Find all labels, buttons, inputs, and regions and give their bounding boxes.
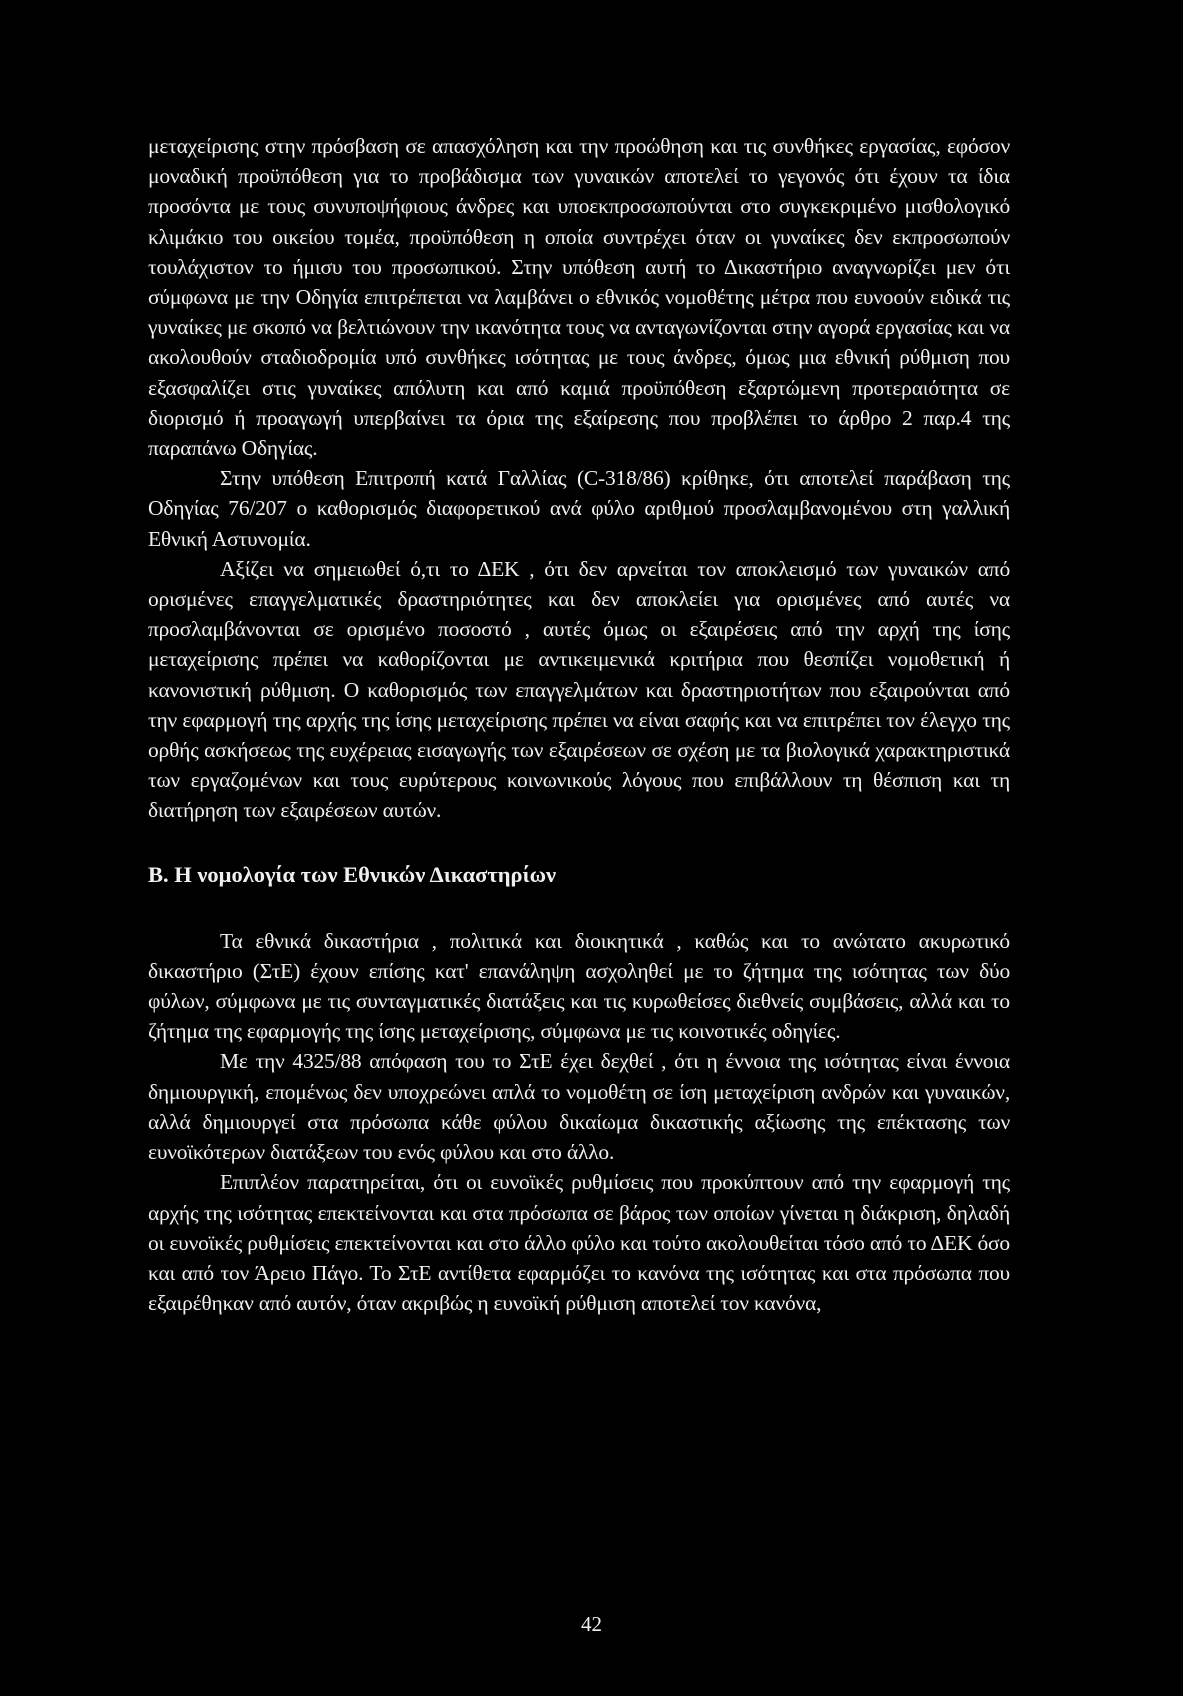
paragraph-national-courts: Τα εθνικά δικαστήρια , πολιτικά και διοικητικά , καθώς και το ανώτατο ακυρωτικό δικαστήριο (ΣτΕ) έχουν επίσης κατ' επανάληψη ασχοληθεί με το ζήτημα της ισότητας των δύο φύλων, σύμφωνα με τις συνταγματικές διατάξεις και τις κυρωθείσες διεθνείς συμβάσεις, αλλά και το ζήτημα της εφαρμογής της ίσης μεταχείρισης, σύμφωνα με τις κοινοτικές οδηγίες. [148, 928, 1010, 1044]
page-number: 42 [581, 1612, 602, 1636]
document-page [148, 131, 1010, 1318]
section-heading: Β. Η νομολογία των Εθνικών Δικαστηρίων [148, 861, 557, 887]
paragraph-continuation: μεταχείρισης στην πρόσβαση σε απασχόληση και την προώθηση και τις συνθήκες εργασίας, εφόσον μοναδική προϋπόθεση για το προβάδισμα των γυναικών αποτελεί το γεγονός ότι έχουν τα ίδια προσόντα με τους συνυποψήφιους άνδρες και υποεκπροσωπούνται στο συγκεκριμένο μισθολογικό κλιμάκιο του οικείου τομέα, προϋπόθεση η οποία συντρέχει όταν οι γυναίκες δεν εκπροσωπούν τουλάχιστον το ήμισυ του προσωπικού. Στην υπόθεση αυτή το Δικαστήριο αναγνωρίζει μεν ότι σύμφωνα με την Οδηγία επιτρέπεται να λαμβάνει ο εθνικός νομοθέτης μέτρα που ευνοούν ειδικά τις γυναίκες με σκοπό να βελτιώνουν την ικανότητα τους να ανταγωνίζονται στην αγορά εργασίας και να ακολουθούν σταδιοδρομία υπό συνθήκες ισότητας με τους άνδρες, όμως μια εθνική ρύθμιση που εξασφαλίζει στις γυναίκες απόλυτη και από καμιά προϋπόθεση εξαρτώμενη προτεραιότητα σε διορισμό ή προαγωγή υπερβαίνει τα όρια της εξαίρεσης που προβλέπει το άρθρο 2 παρ.4 της παραπάνω Οδηγίας. [148, 134, 1010, 461]
paragraph-favourable-provisions: Επιπλέον παρατηρείται, ότι οι ευνοϊκές ρυθμίσεις που προκύπτουν από την εφαρμογή της αρχής της ισότητας επεκτείνονται και στα πρόσωπα σε βάρος των οποίων γίνεται η διάκριση, δηλαδή οι ευνοϊκές ρυθμίσεις επεκτείνονται και στο άλλο φύλο και τούτο ακολουθείται τόσο από το ΔΕΚ όσο και από τον Άρειο Πάγο. Το ΣτΕ αντίθετα εφαρμόζει το κανόνα της ισότητας και στα πρόσωπα που εξαιρέθηκαν από αυτόν, όταν ακριβώς η ευνοϊκή ρύθμιση αποτελεί τον κανόνα, [148, 1170, 1010, 1316]
paragraph-commission-v-france: Στην υπόθεση Επιτροπή κατά Γαλλίας (C-318/86) κρίθηκε, ότι αποτελεί παράβαση της Οδηγίας 76/207 ο καθορισμός διαφορετικού ανά φύλο αριθμού προσλαμβανομένου στη γαλλική Εθνική Αστυνομία. [148, 466, 1010, 551]
paragraph-exceptions: Αξίζει να σημειωθεί ό,τι το ΔΕΚ , ότι δεν αρνείται τον αποκλεισμό των γυναικών από ορισμένες επαγγελματικές δραστηριότητες και δεν αποκλείει για ορισμένες από αυτές να προσλαμβάνονται σε ορισμένο ποσοστό , αυτές όμως οι εξαιρέσεις από την αρχή της ίσης μεταχείρισης πρέπει να καθορίζονται με αντικειμενικά κριτήρια που θεσπίζει νομοθετική ή κανονιστική ρύθμιση. Ο καθορισμός των επαγγελμάτων και δραστηριοτήτων που εξαιρούνται από την εφαρμογή της αρχής της ίσης μεταχείρισης πρέπει να είναι σαφής και να επιτρέπει τον έλεγχο της ορθής ασκήσεως της ευχέρειας εισαγωγής των εξαιρέσεων σε σχέση με τα βιολογικά χαρακτηριστικά των εργαζομένων και τους ευρύτερους κοινωνικούς λόγους που επιβάλλουν τη θέσπιση και τη διατήρηση των εξαιρέσεων αυτών. [148, 556, 1010, 823]
paragraph-decision-4325-88: Με την 4325/88 απόφαση του το ΣτΕ έχει δεχθεί , ότι η έννοια της ισότητας είναι έννοια δημιουργική, επομένως δεν υποχρεώνει απλά το νομοθέτη σε ίση μεταχείριση ανδρών και γυναικών, αλλά δημιουργεί στα πρόσωπα κάθε φύλου δικαίωμα δικαστικής αξίωσης της επέκτασης των ευνοϊκότερων διατάξεων του ενός φύλου και στο άλλο. [148, 1049, 1010, 1165]
